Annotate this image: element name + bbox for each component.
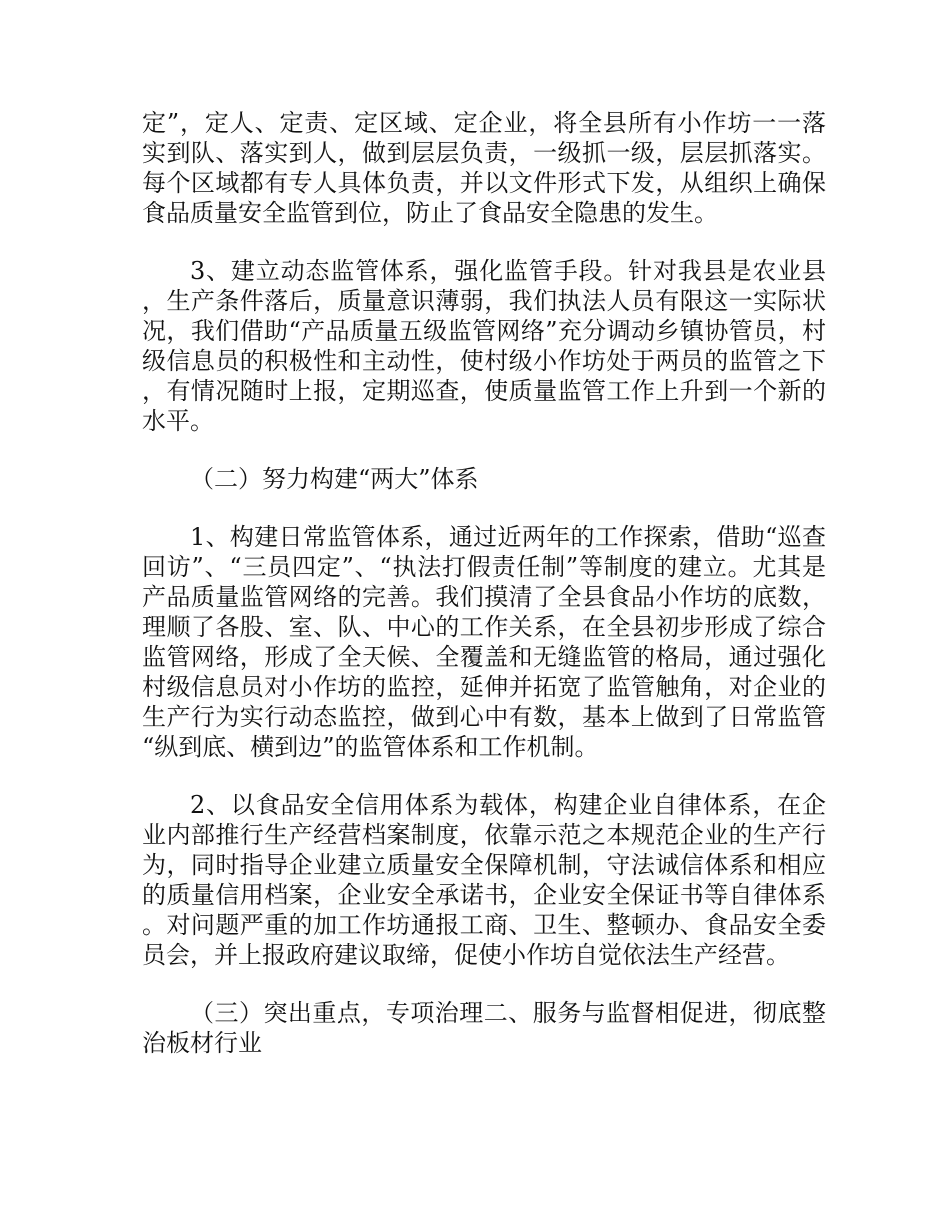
document-page: [142, 108, 826, 1086]
paragraph-dynamic-supervision: 3、建立动态监管体系，强化监管手段。针对我县是农业县，生产条件落后，质量意识薄弱，我们执法人员有限这一实际状况，我们借助“产品质量五级监管网络”充分调动乡镇协管员，村级信息员的积极性和主动性，使村级小作坊处于两员的监管之下，有情况随时上报，定期巡查，使质量监管工作上升到一个新的水平。: [142, 257, 826, 435]
section-heading-two-systems: （二）努力构建“两大”体系: [190, 465, 479, 493]
paragraph-self-discipline: 2、以食品安全信用体系为载体，构建企业自律体系，在企业内部推行生产经营档案制度，依靠示范之本规范企业的生产行为，同时指导企业建立质量安全保障机制，守法诚信体系和相应的质量信用档案，企业安全承诺书，企业安全保证书等自律体系。对问题严重的加工作坊通报工商、卫生、整顿办、食品安全委员会，并上报政府建议取缔，促使小作坊自觉依法生产经营。: [142, 791, 826, 969]
paragraph-daily-supervision: 1、构建日常监管体系，通过近两年的工作探索，借助“巡查回访”、“三员四定”、“执法打假责任制”等制度的建立。尤其是产品质量监管网络的完善。我们摸清了全县食品小作坊的底数，理顺了各股、室、队、中心的工作关系，在全县初步形成了综合监管网络，形成了全天候、全覆盖和无缝监管的格局，通过强化村级信息员对小作坊的监控，延伸并拓宽了监管触角，对企业的生产行为实行动态监控，做到心中有数，基本上做到了日常监管“纵到底、横到边”的监管体系和工作机制。: [142, 523, 826, 761]
section-heading-key-governance: （三）突出重点，专项治理二、服务与监督相促进，彻底整治板材行业: [142, 999, 826, 1057]
paragraph-continuation: 定”，定人、定责、定区域、定企业，将全县所有小作坊一一落实到队、落实到人，做到层层负责，一级抓一级，层层抓落实。每个区域都有专人具体负责，并以文件形式下发，从组织上确保食品质量安全监管到位，防止了食品安全隐患的发生。: [142, 109, 826, 227]
